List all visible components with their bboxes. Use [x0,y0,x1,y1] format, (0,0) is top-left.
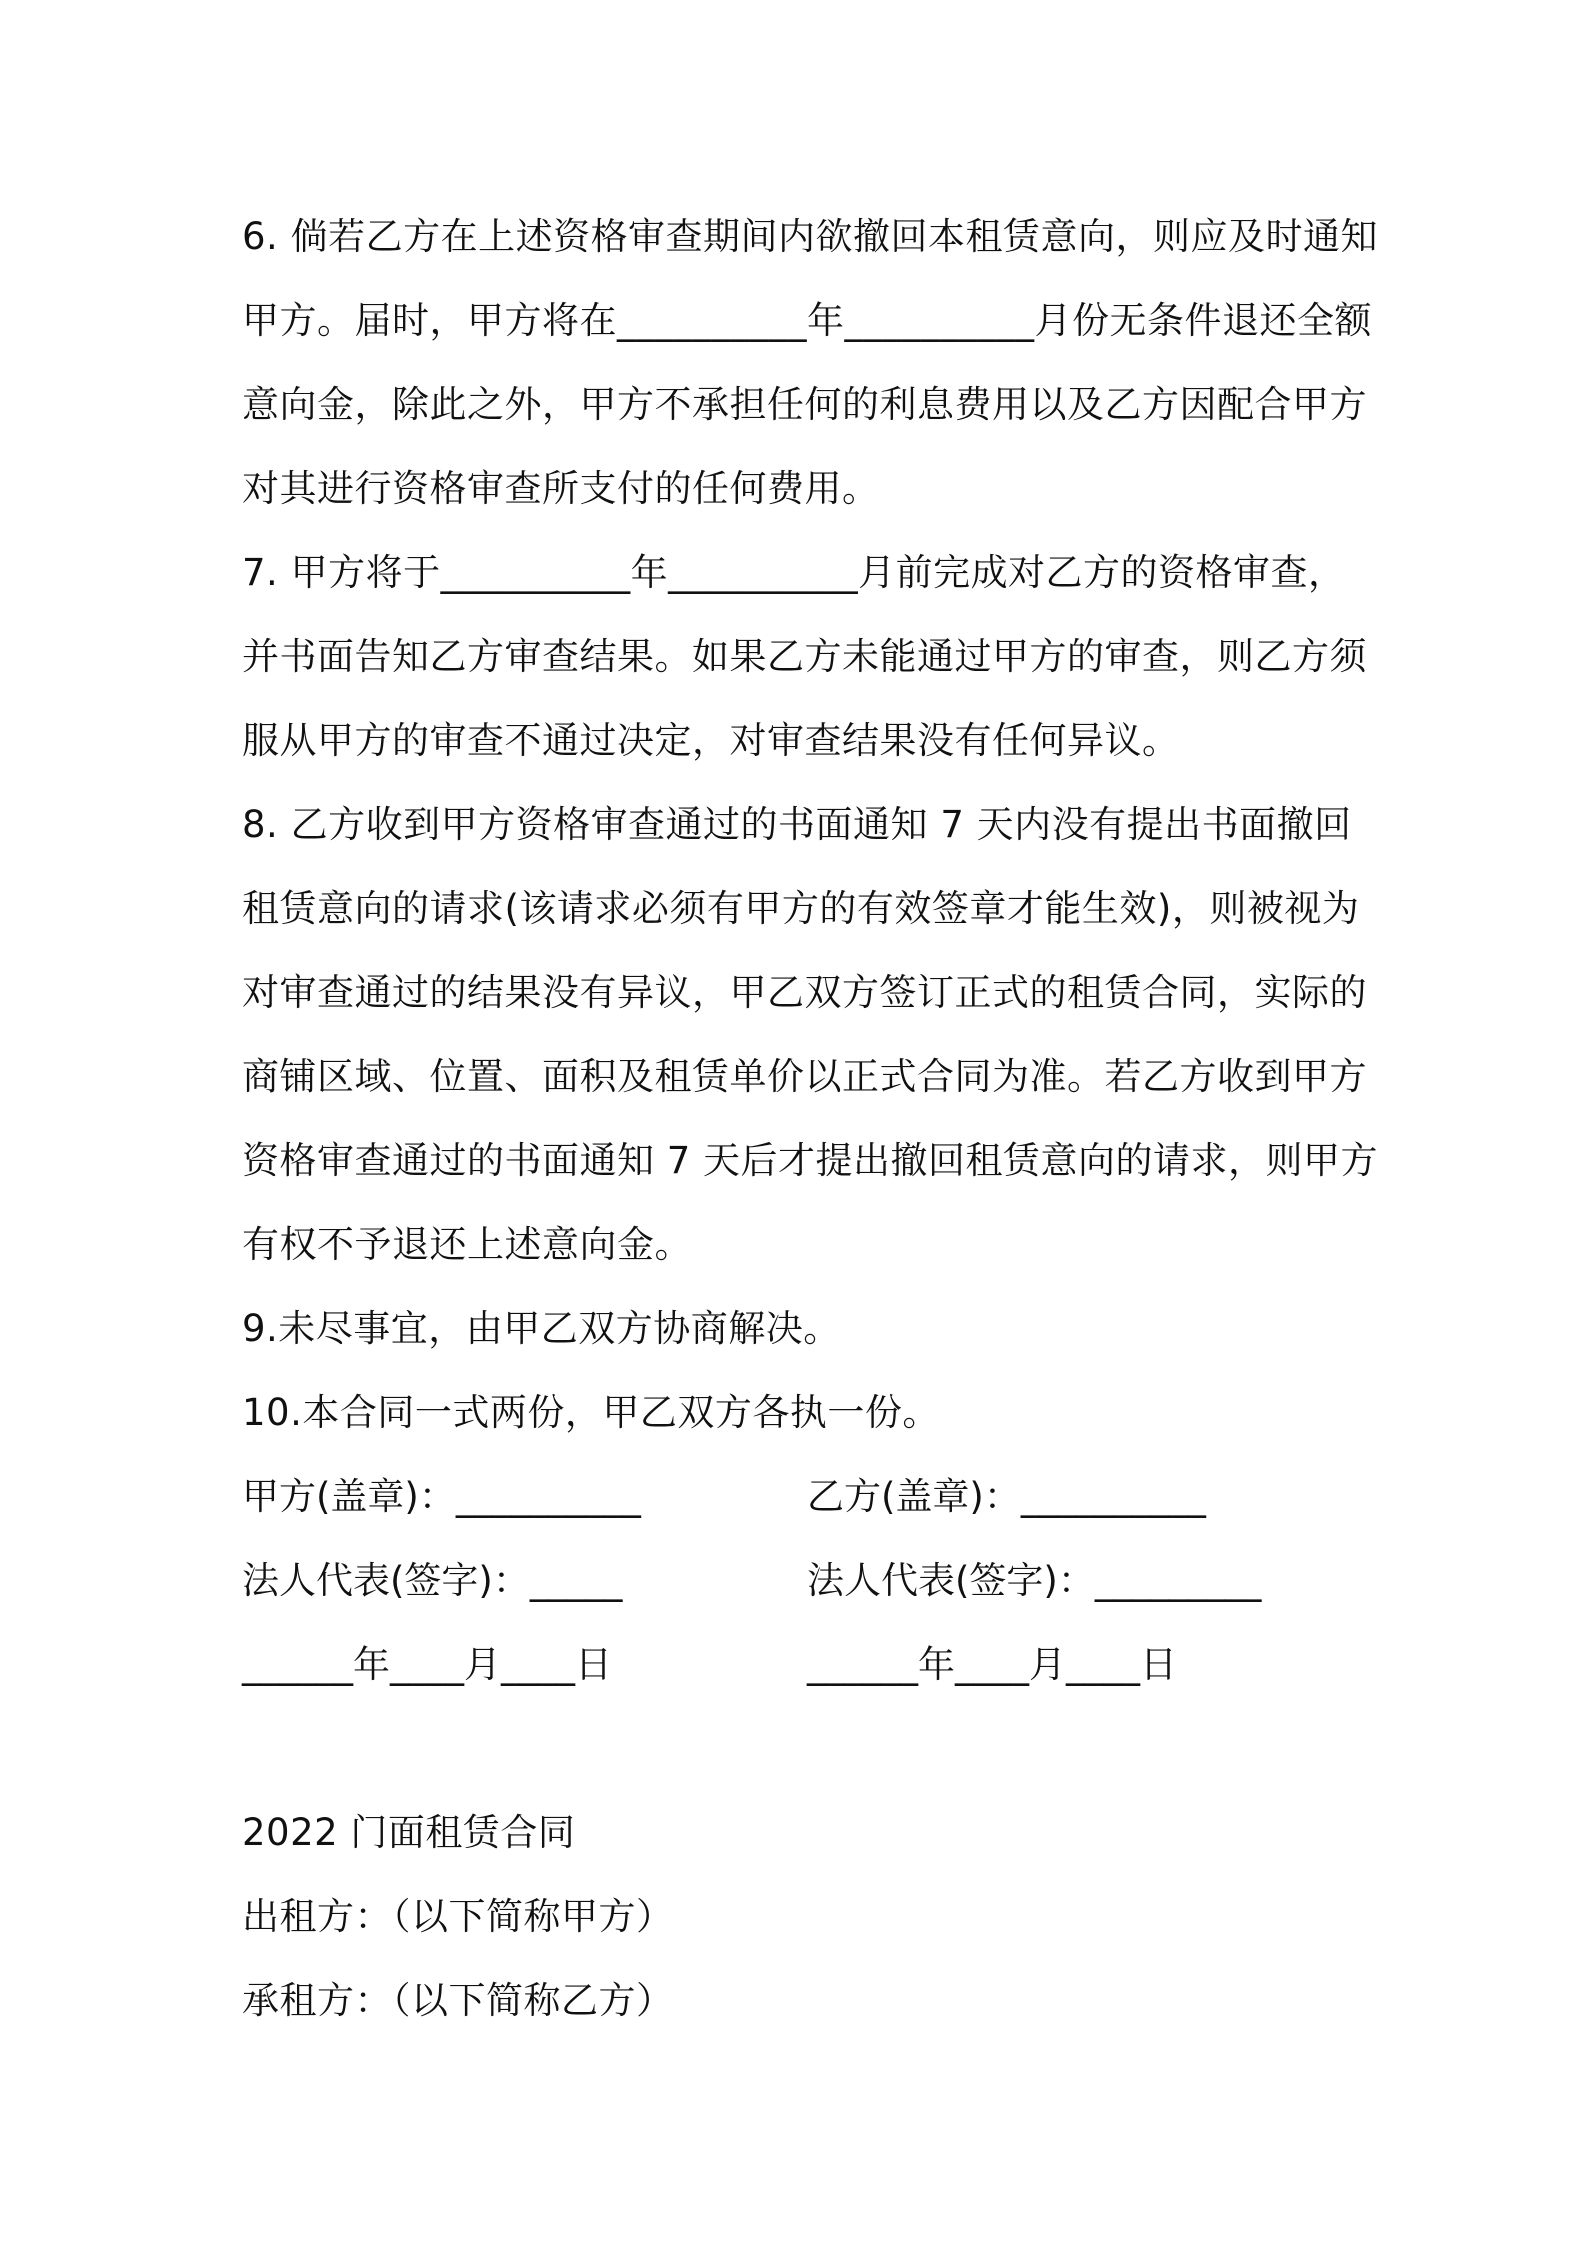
clause-7-line: 服从甲方的审查不通过决定，对审查结果没有任何异议。 [242,719,1180,762]
clause-9: 9.未尽事宜，由甲乙双方协商解决。 [242,1307,841,1350]
clause-6-line: 6. 倘若乙方在上述资格审查期间内欲撤回本租赁意向，则应及时通知 [242,215,1379,258]
clause-6 [242,195,1379,531]
party-b-representative-field: 法人代表(签字)：_________ [807,1559,1262,1602]
party-a-representative-field: 法人代表(签字)：_____ [242,1559,623,1602]
clause-10: 10.本合同一式两份，甲乙双方各执一份。 [242,1391,940,1434]
clause-8-line: 商铺区域、位置、面积及租赁单价以正式合同为准。若乙方收到甲方 [242,1055,1367,1098]
lessor-line: 出租方：（以下简称甲方） [242,1895,674,1938]
clause-7-line: 7. 甲方将于__________年__________月前完成对乙方的资格审查， [242,551,1346,594]
signature-block [242,1455,1362,1707]
party-a-seal-field: 甲方(盖章)：__________ [242,1475,641,1518]
clause-7-line: 并书面告知乙方审查结果。如果乙方未能通过甲方的审查，则乙方须 [242,635,1367,678]
clause-8-line: 资格审查通过的书面通知 7 天后才提出撤回租赁意向的请求，则甲方 [242,1139,1379,1182]
clause-6-line: 甲方。届时，甲方将在__________年__________月份无条件退还全额 [242,299,1372,342]
party-b-seal-field: 乙方(盖章)：__________ [807,1475,1206,1518]
lessee-line: 承租方：（以下简称乙方） [242,1979,674,2022]
party-b-date-field: ______年____月____日 [807,1643,1177,1686]
clause-6-line: 意向金，除此之外，甲方不承担任何的利息费用以及乙方因配合甲方 [242,383,1367,426]
section-spacer [242,1707,1362,1791]
party-a-date-field: ______年____月____日 [242,1643,612,1686]
clause-6-line: 对其进行资格审查所支付的任何费用。 [242,467,880,510]
clause-8-line: 对审查通过的结果没有异议，甲乙双方签订正式的租赁合同，实际的 [242,971,1367,1014]
signature-row-seal [242,1455,1362,1539]
contract-title: 2022 门面租赁合同 [242,1811,576,1854]
signature-row-representative [242,1539,1362,1623]
signature-row-date [242,1623,1362,1707]
clause-8-line: 8. 乙方收到甲方资格审查通过的书面通知 7 天内没有提出书面撤回 [242,803,1352,846]
clause-8-line: 租赁意向的请求(该请求必须有甲方的有效签章才能生效)，则被视为 [242,887,1360,930]
clause-7 [242,531,1367,783]
next-contract-header [242,1791,1362,2043]
clause-8-line: 有权不予退还上述意向金。 [242,1223,692,1266]
document-body [242,195,1379,2043]
clause-8 [242,783,1379,1287]
